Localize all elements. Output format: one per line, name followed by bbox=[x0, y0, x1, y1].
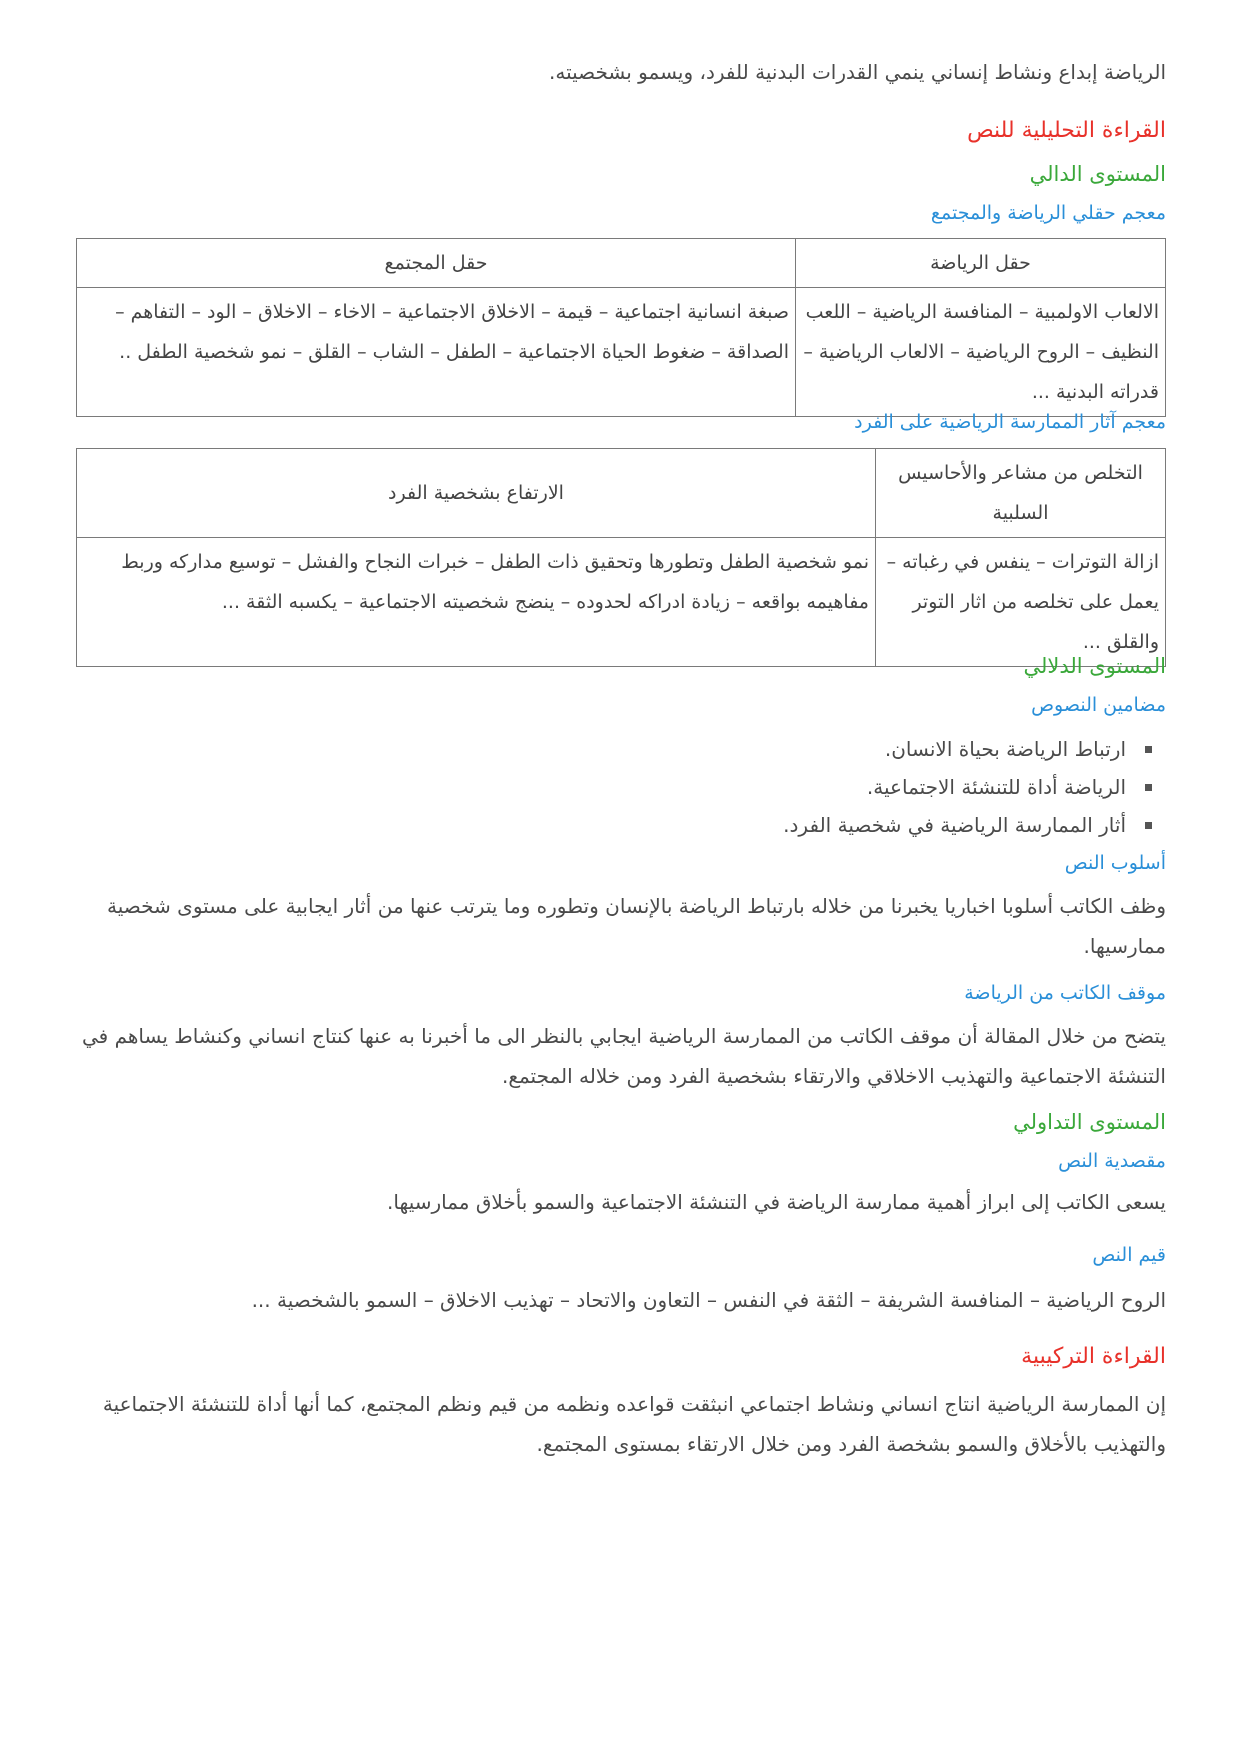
analytic-reading-heading: القراءة التحليلية للنص bbox=[967, 118, 1166, 143]
synthesis-paragraph: إن الممارسة الرياضية انتاج انساني ونشاط اجتماعي انبثقت قواعده ونظمه من قيم ونظم المجتمع، كما أنها أداة للتنشئة الاجتماعية والتهذيب بالأخلاق والسمو بشخصة الفرد ومن خلال الارتقاء بمستوى المجتمع. bbox=[102, 1392, 1166, 1456]
list-item-text: ارتباط الرياضة بحياة الانسان. bbox=[884, 737, 1126, 761]
table-header-personality: الارتفاع بشخصية الفرد bbox=[77, 449, 876, 538]
intent-title: مقصدية النص bbox=[1058, 1150, 1166, 1172]
list-item bbox=[76, 768, 1152, 806]
values-paragraph: الروح الرياضية – المنافسة الشريفة – الثقة في النفس – التعاون والاتحاد – تهذيب الاخلاق – السمو بالشخصية ... bbox=[251, 1288, 1166, 1312]
contents-list bbox=[76, 730, 1166, 844]
synthesis-heading: القراءة التركيبية bbox=[1021, 1344, 1166, 1369]
intro-paragraph: الرياضة إبداع ونشاط إنساني ينمي القدرات البدنية للفرد، ويسمو بشخصيته. bbox=[549, 60, 1166, 84]
table-header-negative-feelings: التخلص من مشاعر والأحاسيس السلبية bbox=[876, 449, 1166, 538]
intent-paragraph: يسعى الكاتب إلى ابراز أهمية ممارسة الرياضة في التنشئة الاجتماعية والسمو بأخلاق ممارسيها. bbox=[387, 1190, 1166, 1214]
table-cell-society: صبغة انسانية اجتماعية – قيمة – الاخلاق الاجتماعية – الاخاء – الاخلاق – الود – التفاهم – الصداقة – ضغوط الحياة الاجتماعية – الطفل – الشاب – القلق – نمو شخصية الطفل .. bbox=[77, 288, 796, 417]
stance-title: موقف الكاتب من الرياضة bbox=[964, 982, 1166, 1004]
table-header-row bbox=[77, 239, 1166, 288]
bullet-icon bbox=[1145, 784, 1152, 791]
table-cell-negative-feelings: ازالة التوترات – ينفس في رغباته – يعمل على تخلصه من اثار التوتر والقلق ... bbox=[876, 538, 1166, 667]
lexicon1-table bbox=[76, 238, 1166, 417]
table-header-row bbox=[77, 449, 1166, 538]
table-cell-sport: الالعاب الاولمبية – المنافسة الرياضية – اللعب النظيف – الروح الرياضية – الالعاب الرياضية – قدراته البدنية ... bbox=[796, 288, 1166, 417]
list-item-text: أثار الممارسة الرياضية في شخصية الفرد. bbox=[783, 813, 1126, 837]
table-row bbox=[77, 288, 1166, 417]
lexicon2-table bbox=[76, 448, 1166, 667]
lexicon1-title: معجم حقلي الرياضة والمجتمع bbox=[930, 202, 1166, 224]
lexicon2-table-wrap bbox=[76, 448, 1166, 667]
lexicon1-table-wrap bbox=[76, 238, 1166, 417]
pragmatic-level-heading: المستوى التداولي bbox=[1013, 1110, 1166, 1134]
list-item-text: الرياضة أداة للتنشئة الاجتماعية. bbox=[866, 775, 1126, 799]
bullet-icon bbox=[1145, 822, 1152, 829]
contents-title: مضامين النصوص bbox=[1031, 694, 1166, 716]
stance-paragraph: يتضح من خلال المقالة أن موقف الكاتب من الممارسة الرياضية ايجابي بالنظر الى ما أخبرنا به عنها كنتاج انساني وكنشاط يساهم في التنشئة الاجتماعية والتهذيب الاخلاقي والارتقاء بشخصية الفرد ومن خلاله المجتمع. bbox=[81, 1024, 1166, 1088]
table-header-society: حقل المجتمع bbox=[77, 239, 796, 288]
table-header-sport: حقل الرياضة bbox=[796, 239, 1166, 288]
values-title: قيم النص bbox=[1092, 1244, 1166, 1266]
lexical-level-heading: المستوى الدالي bbox=[1029, 162, 1166, 186]
list-item bbox=[76, 806, 1152, 844]
table-cell-personality: نمو شخصية الطفل وتطورها وتحقيق ذات الطفل – خبرات النجاح والفشل – توسيع مداركه وربط مفاهيمه بواقعه – زيادة ادراكه لحدوده – ينضج شخصيته الاجتماعية – يكسبه الثقة ... bbox=[77, 538, 876, 667]
lexicon2-title: معجم آثار الممارسة الرياضية على الفرد bbox=[854, 411, 1166, 433]
style-title: أسلوب النص bbox=[1064, 852, 1166, 874]
table-row bbox=[77, 538, 1166, 667]
list-item bbox=[76, 730, 1152, 768]
bullet-icon bbox=[1145, 746, 1152, 753]
semantic-level-heading: المستوى الدلالي bbox=[1023, 654, 1166, 678]
style-paragraph: وظف الكاتب أسلوبا اخباريا يخبرنا من خلاله بارتباط الرياضة بالإنسان وتطوره وما يترتب عنها من أثار ايجابية على مستوى شخصية ممارسيها. bbox=[107, 894, 1166, 958]
